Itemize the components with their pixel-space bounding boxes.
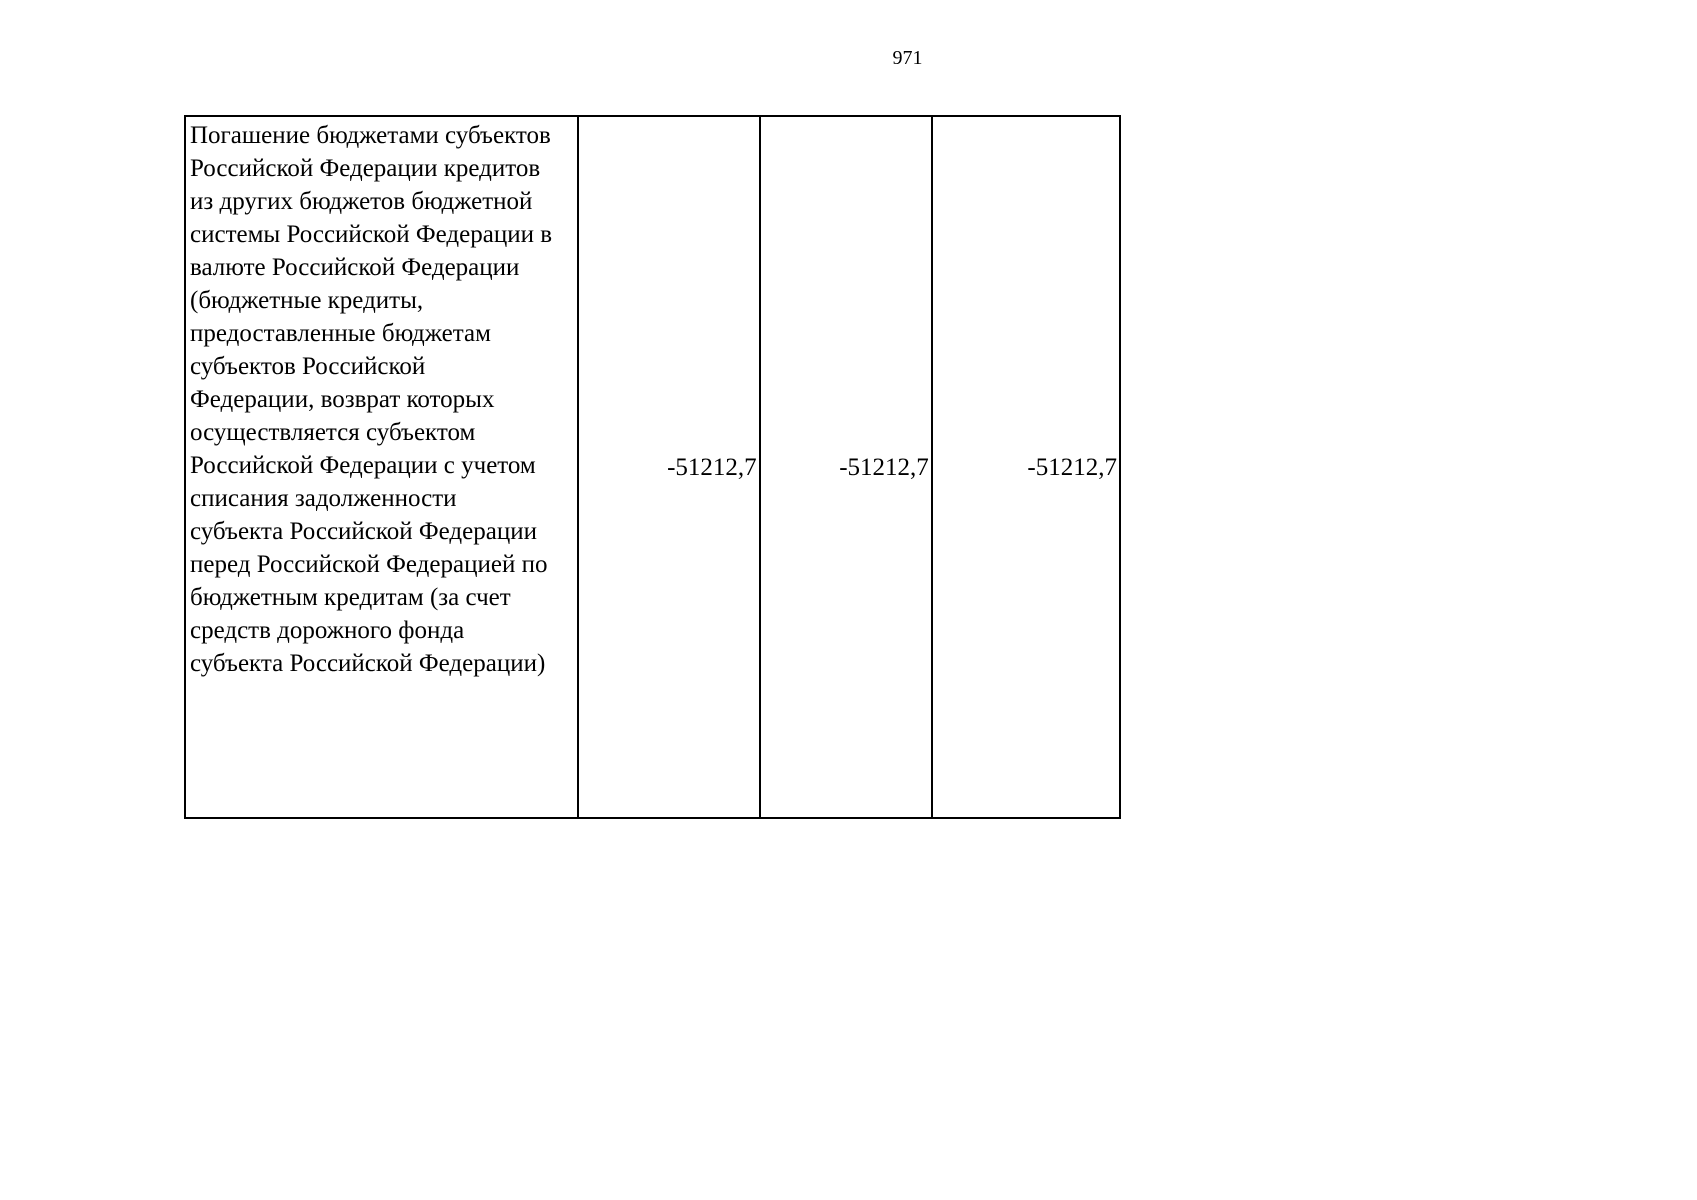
- value-cell-3: -51212,7: [932, 116, 1120, 818]
- budget-table: [184, 115, 1121, 819]
- page-number: 971: [892, 47, 923, 69]
- row-description-cell: Погашение бюджетами субъектов Российской Федерации кредитов из других бюджетов бюджетной системы Российской Федерации в валюте Российской Федерации (бюджетные кредиты, предоставленные бюджетам субъектов Российской Федерации, возврат которых осуществляется субъектом Российской Федерации с учетом списания задолженности субъекта Российской Федерации перед Российской Федерацией по бюджетным кредитам (за счет средств дорожного фонда субъекта Российской Федерации): [185, 116, 578, 818]
- value-cell-2: -51212,7: [760, 116, 932, 818]
- table-row: [185, 116, 1120, 818]
- value-cell-1: -51212,7: [578, 116, 760, 818]
